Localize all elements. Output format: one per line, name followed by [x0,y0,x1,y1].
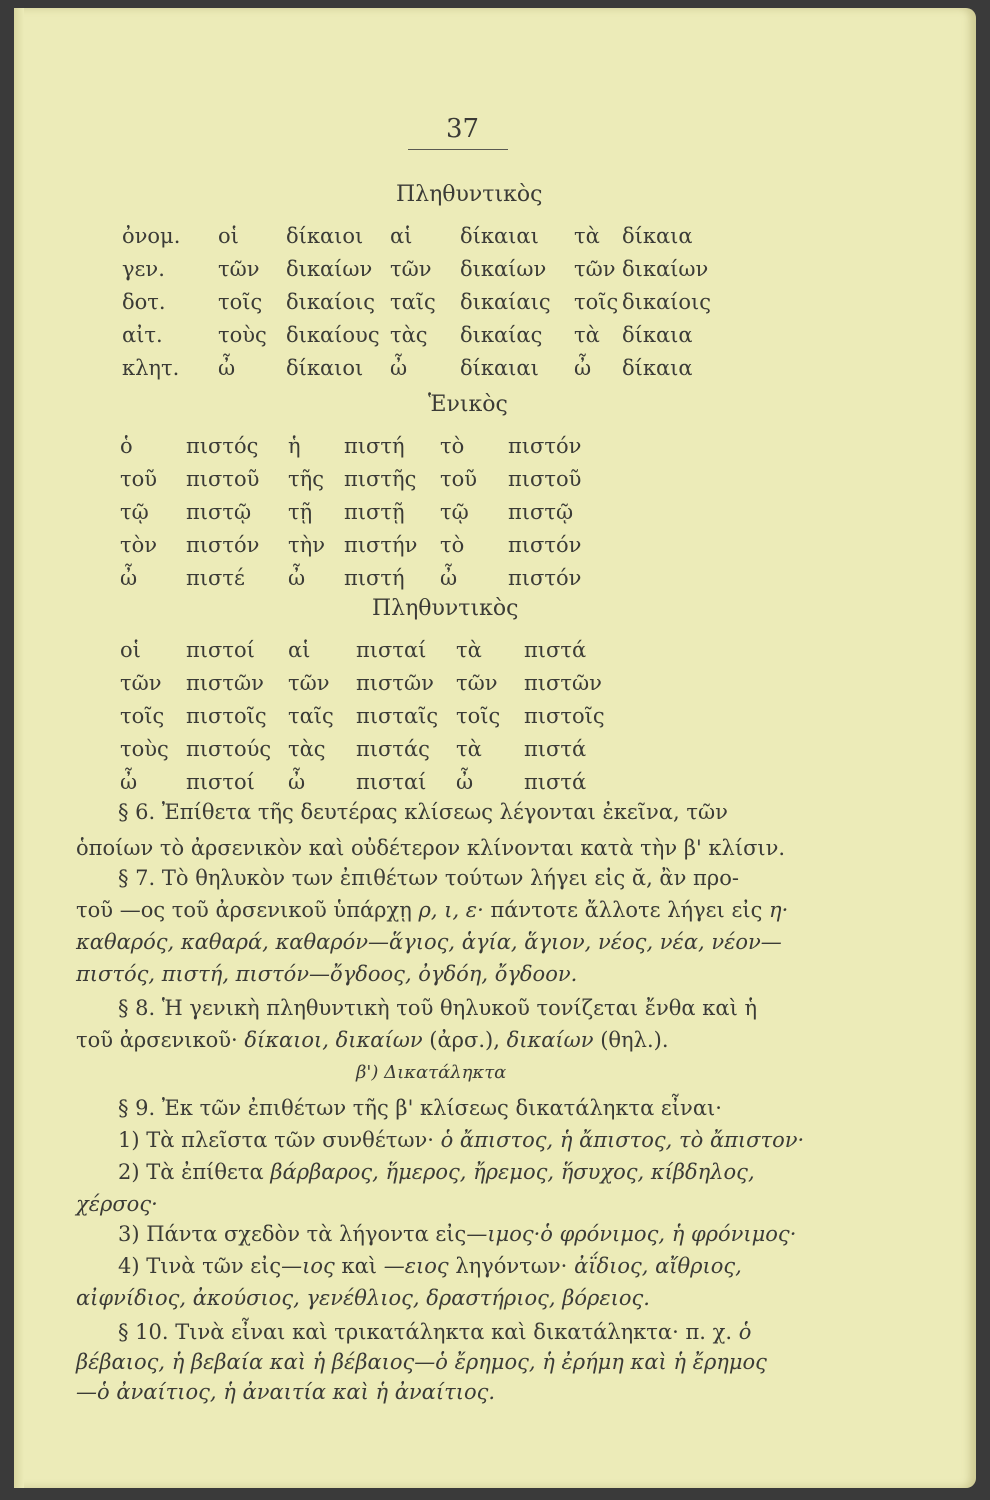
table1-cell: κλητ. [122,356,180,380]
table2-cell: πιστῷ [508,500,574,524]
section-9-item-2-text: 2) Τὰ ἐπίθετα [118,1160,264,1184]
section-8-line-2 [76,1028,669,1052]
section-8-example-2: δικαίων [506,1028,594,1052]
section-7-line-2 [76,898,788,922]
table1-cell: δίκαιοι [286,356,364,380]
table1-cell: ὀνομ. [122,224,181,248]
section-9-item-4-example: ἀΐδιος, αἴθριος, [574,1254,742,1278]
table1-cell: τῶν [390,257,432,281]
table3-cell: πιστοί [186,770,255,794]
table3-cell: πιστά [524,770,587,794]
table2-cell: πιστήν [344,533,418,557]
table1-cell: δίκαια [622,323,693,347]
table3-heading: Πληθυντικὸς [372,596,519,621]
section-7-text-2: πάντοτε ἄλλοτε λήγει εἰς [483,898,763,922]
table3-cell: τὰ [456,737,482,761]
section-7-line-4: πιστός, πιστή, πιστόν—ὄγδοος, ὀγδόη, ὄγδοον. [76,962,578,986]
table1-cell: δικαίους [286,323,380,347]
table2-cell: τὸ [440,434,465,458]
table2-cell: τοῦ [120,467,158,491]
table2-cell: τοῦ [440,467,478,491]
section-7-text: τοῦ —ος τοῦ ἀρσενικοῦ ὑπάρχῃ [76,898,412,922]
table2-cell: πιστή [344,434,405,458]
table3-cell: ὦ [456,770,474,794]
table1-cell: δικαίοις [622,290,712,314]
table1-cell: τὰς [390,323,428,347]
table1-cell: τοῖς [218,290,263,314]
section-9-item-4-text-2: ληγόντων· [455,1254,568,1278]
table3-cell: πιστοῖς [186,704,267,728]
table3-cell: ταῖς [288,704,334,728]
section-10-article: ὁ [738,1320,752,1344]
table3-cell: πιστάς [356,737,430,761]
table2-cell: πιστοῦ [186,467,260,491]
section-9-item-1-text: 1) Τὰ πλεῖστα τῶν συνθέτων· [118,1128,434,1152]
table1-cell: δικαίας [460,323,543,347]
page-number: 37 [446,114,480,144]
table3-cell: τοῖς [120,704,165,728]
table1-heading: Πληθυντικὸς [396,182,543,207]
table1-cell: δίκαιαι [460,224,539,248]
table2-cell: πιστόν [508,533,582,557]
section-10-text: § 10. Τινὰ εἶναι καὶ τρικατάληκτα καὶ δικατάληκτα· π. χ. [118,1320,733,1344]
page-binding-edge [14,8,24,1488]
table2-cell: ὦ [440,566,458,590]
table2-cell: τῷ [120,500,149,524]
table1-cell: τὰ [574,224,600,248]
table2-cell: πιστοῦ [508,467,582,491]
table2-cell: ἡ [288,434,301,458]
table2-cell: τὸ [440,533,465,557]
section-6-line-2: ὁποίων τὸ ἀρσενικὸν καὶ οὐδέτερον κλίνονται κατὰ τὴν β' κλίσιν. [76,836,786,860]
table2-cell: πιστέ [186,566,245,590]
table2-cell: τῇ [288,500,313,524]
table2-cell: πιστόν [508,566,582,590]
section-7-line-1: § 7. Τὸ θηλυκὸν των ἐπιθέτων τούτων λήγει εἰς ᾰ, ἂν προ- [118,866,739,890]
section-9-line-1: § 9. Ἐκ τῶν ἐπιθέτων τῆς β' κλίσεως δικατάληκτα εἶναι· [118,1096,722,1120]
table2-cell: πιστῆς [344,467,417,491]
table3-cell: τῶν [288,671,330,695]
section-9-item-3-example: —ιμος·ὁ φρόνιμος, ἡ φρόνιμος· [466,1222,797,1246]
table1-cell: δικαίων [460,257,547,281]
table3-cell: οἱ [120,638,141,662]
table2-cell: τὸν [120,533,158,557]
section-8-abbr-masc: (ἀρσ.), [429,1028,500,1052]
table2-cell: πιστόν [508,434,582,458]
table3-cell: ὦ [288,770,306,794]
table1-cell: δίκαια [622,356,693,380]
table1-cell: δικαίαις [460,290,551,314]
table1-cell: οἱ [218,224,239,248]
table3-cell: τοὺς [120,737,169,761]
table2-cell: πιστόν [186,533,260,557]
table3-cell: τῶν [120,671,162,695]
table2-cell: πιστῷ [186,500,252,524]
table3-cell: πιστά [524,737,587,761]
table3-cell: αἱ [288,638,311,662]
section-10-line-1 [118,1320,751,1344]
table1-cell: τῶν [574,257,616,281]
table3-cell: τῶν [456,671,498,695]
section-9-item-4 [118,1254,742,1278]
table1-cell: τοῖς [574,290,619,314]
table1-cell: δίκαιαι [460,356,539,380]
table3-cell: τὰς [288,737,326,761]
table3-cell: τὰ [456,638,482,662]
table1-cell: αἰτ. [122,323,163,347]
table2-cell: πιστή [344,566,405,590]
table1-cell: δικαίων [286,257,373,281]
section-10-line-2: βέβαιος, ἡ βεβαία καὶ ἡ βέβαιος—ὁ ἔρημος, ἡ ἐρήμη καὶ ἡ ἔρημος [76,1350,767,1374]
page-number-rule [408,149,508,150]
table2-cell: τῷ [440,500,469,524]
table1-cell: ὦ [574,356,592,380]
section-9-item-1-example: ὁ ἄπιστος, ἡ ἄπιστος, τὸ ἄπιστον· [440,1128,805,1152]
section-8-example: δίκαιοι, δικαίων [244,1028,423,1052]
table3-cell: πισταῖς [356,704,439,728]
table3-cell: πιστῶν [524,671,602,695]
table1-cell: τῶν [218,257,260,281]
section-6-line-1: § 6. Ἐπίθετα τῆς δευτέρας κλίσεως λέγονται ἐκεῖνα, τῶν [118,800,728,824]
section-9-item-3-text: 3) Πάντα σχεδὸν τὰ λήγοντα εἰς [118,1222,467,1246]
table1-cell: τοὺς [218,323,267,347]
table3-cell: πιστούς [186,737,272,761]
section-9-item-4-text: 4) Τινὰ τῶν εἰς [118,1254,282,1278]
section-9-item-2-example: βάρβαρος, ἥμερος, ἤρεμος, ἥσυχος, κίβδηλος, [270,1160,755,1184]
table3-cell: πιστοῖς [524,704,605,728]
table3-cell: ὦ [120,770,138,794]
section-10-line-3: —ὁ ἀναίτιος, ἡ ἀναιτία καὶ ἡ ἀναίτιος. [76,1380,496,1404]
table2-cell: ὦ [288,566,306,590]
table3-cell: πιστοί [186,638,255,662]
table3-cell: πιστῶν [186,671,264,695]
subheading-dikatalekta: β') Δικατάληκτα [356,1062,507,1083]
table2-cell: ὁ [120,434,133,458]
section-9-item-2-cont: χέρσος· [76,1192,158,1216]
table2-cell: πιστός [186,434,259,458]
section-7-letters: ρ, ι, ε· [418,898,484,922]
section-7-eta: η· [769,898,789,922]
table1-cell: τὰ [574,323,600,347]
table1-cell: ὦ [390,356,408,380]
section-8-line-1: § 8. Ἡ γενικὴ πληθυντικὴ τοῦ θηλυκοῦ τονίζεται ἔνθα καὶ ἡ [118,996,758,1020]
section-9-item-4-and: καὶ [341,1254,378,1278]
table2-cell: πιστῇ [344,500,405,524]
table1-cell: αἱ [390,224,413,248]
section-7-line-3: καθαρός, καθαρά, καθαρόν—ἅγιος, ἁγία, ἅγιον, νέος, νέα, νέον— [76,930,782,954]
section-9-item-1 [118,1128,804,1152]
table1-cell: δικαίων [622,257,709,281]
table1-cell: δίκαια [622,224,693,248]
section-9-item-2 [118,1160,755,1184]
table1-cell: δικαίοις [286,290,376,314]
table2-cell: τὴν [288,533,325,557]
table1-cell: ταῖς [390,290,436,314]
table3-cell: πιστῶν [356,671,434,695]
section-9-item-4-cont: αἰφνίδιος, ἀκούσιος, γενέθλιος, δραστήριος, βόρειος. [76,1286,650,1310]
table3-cell: τοῖς [456,704,501,728]
section-9-item-3 [118,1222,796,1246]
section-9-item-4-ending-1: —ιος [281,1254,335,1278]
table1-cell: δίκαιοι [286,224,364,248]
table3-cell: πισταί [356,770,427,794]
table1-cell: δοτ. [122,290,166,314]
section-9-item-4-ending-2: —ειος [383,1254,449,1278]
table3-cell: πισταί [356,638,427,662]
table1-cell: γεν. [122,257,165,281]
table2-heading: Ἑνικὸς [428,392,508,417]
table2-cell: ὦ [120,566,138,590]
table3-cell: πιστά [524,638,587,662]
section-8-text: τοῦ ἀρσενικοῦ· [76,1028,238,1052]
table2-cell: τῆς [288,467,324,491]
table1-cell: ὦ [218,356,236,380]
section-8-abbr-fem: (θηλ.). [600,1028,669,1052]
